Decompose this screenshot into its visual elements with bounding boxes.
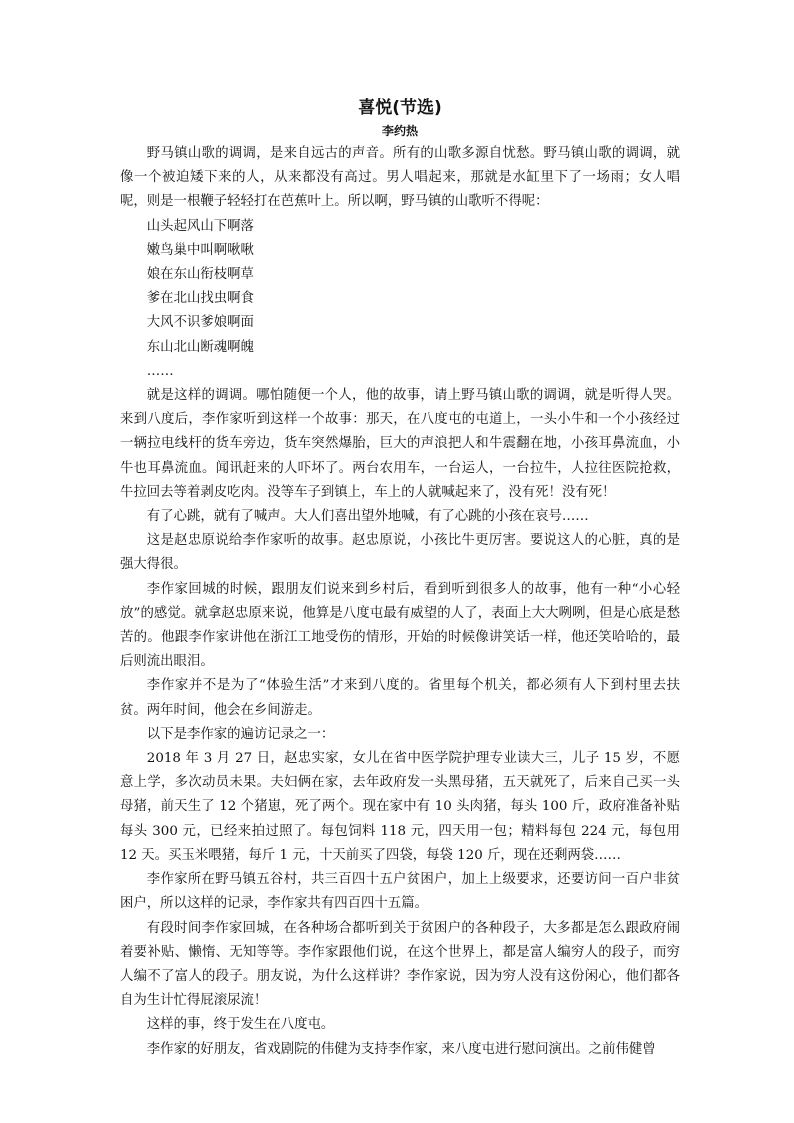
paragraph: 李作家所在野马镇五谷村，共三百四十五户贫困户，加上上级要求，还要访问一百户非贫困户，所以这样的记录，李作家共有四百四十五篇。 bbox=[120, 872, 680, 912]
verse-line: 大风不识爹娘啊面 bbox=[146, 315, 254, 331]
paragraph: 有段时间李作家回城，在各种场合都听到关于贫困户的各种段子，大多都是怎么跟政府闹着要补贴、懒惰、无知等等。李作家跟他们说，在这个世界上，都是富人编穷人的段子，而穷人编不了富人的段子。朋友说，为什么这样讲？李作家说，因为穷人没有这份闲心，他们都各自为生计忙得屁滚尿流！ bbox=[120, 920, 680, 1009]
paragraph: 这是赵忠原说给李作家听的故事。赵忠原说，小孩比牛更厉害。要说这人的心脏，真的是强大得很。 bbox=[120, 533, 680, 573]
verse-line: 嫩鸟巢中叫啊啾啾 bbox=[146, 242, 254, 258]
paragraph: 就是这样的调调。哪怕随便一个人，他的故事，请上野马镇山歌的调调，就是听得人哭。来到八度后，李作家听到这样一个故事：那天，在八度屯的屯道上，一头小牛和一个小孩经过一辆拉电线杆的货车旁边，货车突然爆胎，巨大的声浪把人和牛震翻在地，小孩耳鼻流血，小牛也耳鼻流血。闻讯赶来的人吓坏了。两台农用车，一台运人，一台拉牛，人拉往医院抢救，牛拉回去等着剥皮吃肉。没等车子到镇上，车上的人就喊起来了，没有死！没有死！ bbox=[120, 388, 680, 500]
paragraph: 李作家的好朋友，省戏剧院的伟健为支持李作家，来八度屯进行慰问演出。之前伟健曾 bbox=[146, 1041, 656, 1057]
paragraph: 李作家回城的时候，跟朋友们说来到乡村后，看到听到很多人的故事，他有一种“小心轻放”的感觉。就拿赵忠原来说，他算是八度屯最有威望的人了，表面上大大咧咧，但是心底是愁苦的。他跟李作家讲他在浙江工地受伤的情形，开始的时候像讲笑话一样，他还笑哈哈的，最后则流出眼泪。 bbox=[120, 581, 680, 670]
verse-ellipsis: …… bbox=[146, 363, 174, 379]
article-title: 喜悦(节选) bbox=[358, 98, 442, 118]
verse-line: 爹在北山找虫啊食 bbox=[146, 291, 254, 307]
verse-line: 娘在东山衔枝啊草 bbox=[146, 267, 254, 283]
paragraph: 李作家并不是为了“体验生活”才来到八度的。省里每个机关，都必须有人下到村里去扶贫。两年时间，他会在乡间游走。 bbox=[120, 678, 680, 718]
verse-line: 山头起风山下啊落 bbox=[146, 218, 254, 234]
visit-record: 2018 年 3 月 27 日，赵忠实家，女儿在省中医学院护理专业读大三，儿子 15 岁，不愿意上学，多次动员未果。夫妇俩在家，去年政府发一头黑母猪，五天就死了，后来自己买一头母猪，前天生了 12 个猪崽，死了两个。现在家中有 10 头肉猪，每头 100 斤，政府准备补贴每头 300 元，已经来拍过照了。每包饲料 118 元，四天用一包；精料每包 224 元，每包用 12 天。买玉米喂猪，每斤 1 元，十天前买了四袋，每袋 120 斤，现在还剩两袋…… bbox=[120, 751, 680, 863]
author-name: 李约热 bbox=[381, 124, 418, 138]
paragraph: 这样的事，终于发生在八度屯。 bbox=[146, 1017, 335, 1033]
paragraph: 野马镇山歌的调调，是来自远古的声音。所有的山歌多源自忧愁。野马镇山歌的调调，就像一个被迫矮下来的人，从来都没有高过。男人唱起来，那就是水缸里下了一场雨；女人唱呢，则是一根鞭子轻轻打在芭蕉叶上。所以啊，野马镇的山歌听不得呢： bbox=[120, 146, 680, 210]
paragraph: 有了心跳，就有了喊声。大人们喜出望外地喊，有了心跳的小孩在哀号…… bbox=[146, 509, 589, 525]
verse-line: 东山北山断魂啊魄 bbox=[146, 339, 254, 355]
document-page bbox=[120, 96, 680, 1062]
paragraph: 以下是李作家的遍访记录之一： bbox=[146, 726, 335, 742]
